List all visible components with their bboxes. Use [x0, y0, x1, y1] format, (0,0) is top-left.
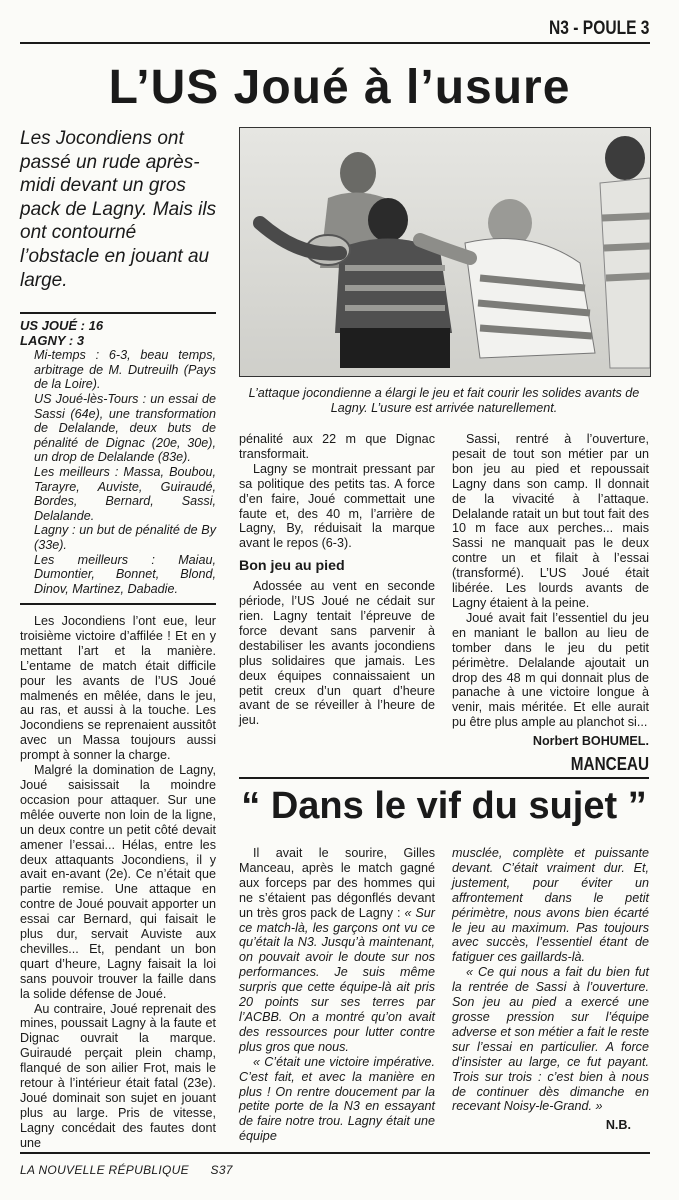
quote-text: « Sur ce match-là, les garçons ont vu ce qu’était la N3. Jusqu’à maintenant, on pouvait avoir le doute sur nos performances. Je suis même surpris que cette équipe-là ait pris 20 points sur ses terres par l’ACBB. On a montré qu’on avait des ressources pour lutter contre plus gros que nous.	[239, 905, 435, 1054]
headline: L’US Joué à l’usure	[108, 61, 571, 114]
sidebar-headline: “ Dans le vif du sujet ”	[241, 785, 647, 827]
factbox-bottom-rule	[20, 603, 216, 605]
factbox-lagny-best: Les meilleurs : Maiau, Dumontier, Bonnet, Blond, Dinov, Martinez, Dabadie.	[34, 552, 216, 596]
paragraph: Sassi, rentré à l’ouverture, pesait de tout son métier par un bon jeu au pied et repoussait Lagny dans son camp. Il donnait de la vivacité à l’attaque. Delalande ratait un but tout fait des 10 m face aux perches... mais Sassi ne manquait pas le deux contre un et filait à l’essai (transformé). L’US Joué était libérée. Les lourds avants de Lagny étaient à la peine.	[452, 432, 649, 610]
page-number: S37	[210, 1163, 233, 1177]
paragraph: Adossée au vent en seconde période, l’US Joué ne cédait sur rien. Lagny tentait l’épreuve de force devant sans parvenir à destabiliser les avants jocondiens plus solidaires que jamais. Les deux équipes connaissaient un petit creux d’un quart d’heure avant de se réveiller à l’heure de jeu.	[239, 579, 435, 728]
article-column-3	[452, 432, 649, 749]
standfirst: Les Jocondiens ont passé un rude après-midi devant un gros pack de Lagny. Mais ils ont contourné l’obstacle en jouant au large.	[20, 128, 217, 291]
intro-text: Il avait le sourire, Gilles Manceau, après le match gagné aux forceps par des hommes qui ne s’étaient pas dégonflés devant un très gros pack de Lagny :	[239, 846, 435, 920]
paragraph: Lagny se montrait pressant par sa politique des petits tas. A force d’en faire, Joué commettait une faute et, des 40 m, l’arrière de Lagny, By, réduisait la marque avant le repos (6-3).	[239, 461, 435, 551]
paragraph: Les Jocondiens l’ont eue, leur troisième victoire d’affilée ! Et en y mettant l’art et la manière. L’entame de match était difficile pour les avants de l’US Joué malmenés en mêlée, dans le jeu, au ras, et aussi à la touche. Les Jocondiens se reprenaient aussitôt avec un Massa toujours aussi prompt à sonner la charge.	[20, 614, 216, 763]
sidebar-initials: N.B.	[605, 1118, 631, 1133]
match-photo	[239, 127, 651, 377]
factbox-halftime: Mi-temps : 6-3, beau temps, arbitrage de M. Dutreuilh (Pays de la Loire).	[34, 348, 216, 392]
score-lagny: LAGNY : 3	[20, 332, 85, 348]
paragraph: Au contraire, Joué reprenait des mines, poussait Lagny à la faute et Dignac ouvrait la marque. Guiraudé perçait plein champ, flanqué de son ailier Frot, mais le retour à l’intérieur était fatal (23e). Joué dominait son sujet en jouant plus au large. Pris de vitesse, Lagny concédait des fautes dont une	[20, 1001, 216, 1150]
paragraph: Malgré la domination de Lagny, Joué saisissait la moindre occasion pour attaquer. Sur une mêlée ouverte non loin de la ligne, un deux contre un petit côté devait amener l’essai... Hélas, entre les deux attaquants Jocondiens, il y avait en-avant (2e). Ce n’était que partie remise. Une attaque en contre de Joué pouvait apporter un essai car Bernard, qui faisait le plus dur, servait Auviste aux chevilles... Et, pendant un bon quart d’heure, Lagny faisait la loi sans pouvoir trouver la faille dans la solide défense de Joué.	[20, 763, 216, 1001]
section-label: MANCEAU	[570, 754, 649, 774]
section-kicker: N3 - POULE 3	[548, 18, 649, 39]
factbox-joue-best: Les meilleurs : Massa, Boubou, Tarayre, Auviste, Guiraudé, Bordes, Bernard, Sassi, Delalande.	[34, 464, 216, 523]
article-column-2	[239, 432, 435, 728]
photo-caption: L’attaque jocondienne a élargi le jeu et fait courir les solides avants de Lagny. L’usure est arrivée naturellement.	[248, 386, 640, 415]
paragraph: « Ce qui nous a fait du bien fut la rentrée de Sassi à l’ouverture. Son jeu au pied a exercé une grosse pression sur l’équipe adverse et son métier a fait le reste sur l’essai en particulier. A force d’insister au large, ce fut payant. Trois sur trois : c’est bien à nous de continuer dès dimanche en recevant Noisy-le-Grand. »	[452, 965, 649, 1114]
sidebar-column-1	[239, 846, 435, 1144]
sidebar-rule	[239, 777, 649, 779]
article-column-1	[20, 614, 216, 1151]
paragraph	[239, 846, 435, 1055]
footer	[20, 1163, 233, 1177]
newspaper-name: LA NOUVELLE RÉPUBLIQUE	[20, 1163, 189, 1177]
factbox-top-rule	[20, 312, 216, 314]
factbox-joue-scoring: US Joué-lès-Tours : un essai de Sassi (64e), une transformation de Delalande, deux buts de pénalité de Dignac (20e, 30e), un drop de Delalande (83e).	[34, 391, 216, 465]
paragraph: pénalité aux 22 m que Dignac transformait.	[239, 432, 435, 461]
factbox	[20, 319, 216, 596]
paragraph: « C’était une victoire impérative. C’est fait, et avec la manière en plus ! On rentre doucement par la petite porte de la N3 en essayant de faire notre trou. Lagny était une équipe	[239, 1054, 435, 1144]
subheading: Bon jeu au pied	[239, 558, 345, 575]
paragraph: Joué avait fait l’essentiel du jeu en maniant le ballon au lieu de tomber dans le jeu du petit périmètre. Delalande ajoutait un drop des 48 m qui donnait plus de panache à une victoire longue à venir, mais méritée. Et elle aurait pu être plus ample au planchot si...	[452, 610, 649, 730]
score-joue: US JOUÉ : 16	[20, 318, 104, 333]
factbox-lagny-scoring: Lagny : un but de pénalité de By (33e).	[34, 523, 216, 552]
top-rule	[20, 42, 650, 44]
sidebar-column-2	[452, 846, 649, 1133]
footer-rule	[20, 1152, 650, 1154]
rugby-players-image	[240, 128, 650, 376]
byline: Norbert BOHUMEL.	[532, 734, 649, 749]
paragraph: musclée, complète et puissante devant. C’était vraiment dur. Et, justement, pour éviter un affrontement dans le petit périmètre, nous avons bien écarté le jeu au maximum. Pas toujours avec succès, l’essentiel étant de fatiguer ces gaillards-là.	[452, 846, 649, 965]
